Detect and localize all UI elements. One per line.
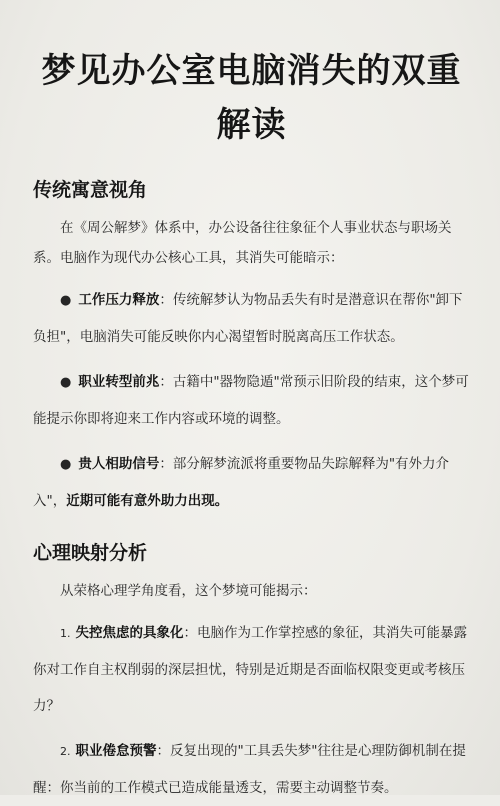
item-term: 职业转型前兆: [78, 374, 160, 390]
section-heading-psychological: 心理映射分析: [33, 542, 148, 564]
bullet-marker: ●: [60, 375, 72, 390]
bullet-marker: ●: [60, 293, 72, 308]
item-term: 工作压力释放: [78, 292, 160, 308]
list-item-helper-signal: [33, 446, 470, 519]
item-term: 贵人相助信号: [78, 456, 160, 472]
list-item-pressure-release: [33, 282, 470, 355]
item-tail-bold: 近期可能有意外助力出现。: [66, 493, 229, 509]
list-item-burnout-warning: [33, 733, 470, 806]
page-title: 梦见办公室电脑消失的双重解读: [41, 51, 462, 145]
item-term: 职业倦怠预警: [75, 743, 157, 759]
section-heading-traditional: 传统寓意视角: [33, 179, 148, 201]
item-text: ：传统解梦认为物品丢失有时是潜意识在帮你"卸下负担"，电脑消失可能反映你内心渴望暂时脱离高压工作状态。: [33, 292, 463, 345]
item-text: ：部分解梦流派将重要物品失踪解释为"有外力介入"，: [33, 456, 450, 509]
section-intro-traditional: 在《周公解梦》体系中，办公设备往往象征个人事业状态与职场关系。电脑作为现代办公核心工具，其消失可能暗示：: [33, 220, 452, 266]
number-marker: 2.: [60, 745, 71, 758]
list-item-control-anxiety: [33, 615, 470, 724]
item-text: ：古籍中"器物隐遁"常预示旧阶段的结束，这个梦可能提示你即将迎来工作内容或环境的调整。: [33, 374, 469, 427]
section-intro-psychological: 从荣格心理学角度看，这个梦境可能揭示：: [60, 583, 317, 599]
list-item-career-transition: [33, 364, 470, 437]
bullet-marker: ●: [60, 457, 72, 472]
item-term: 失控焦虑的具象化: [75, 625, 184, 641]
item-text: ：电脑作为工作掌控感的象征，其消失可能暴露你对工作自主权削弱的深层担忧，特别是近期是否面临权限变更或考核压力？: [33, 625, 467, 714]
number-marker: 1.: [60, 627, 71, 640]
item-text: ：反复出现的"工具丢失梦"往往是心理防御机制在提醒：你当前的工作模式已造成能量透支，需要主动调整节奏。: [33, 743, 466, 796]
